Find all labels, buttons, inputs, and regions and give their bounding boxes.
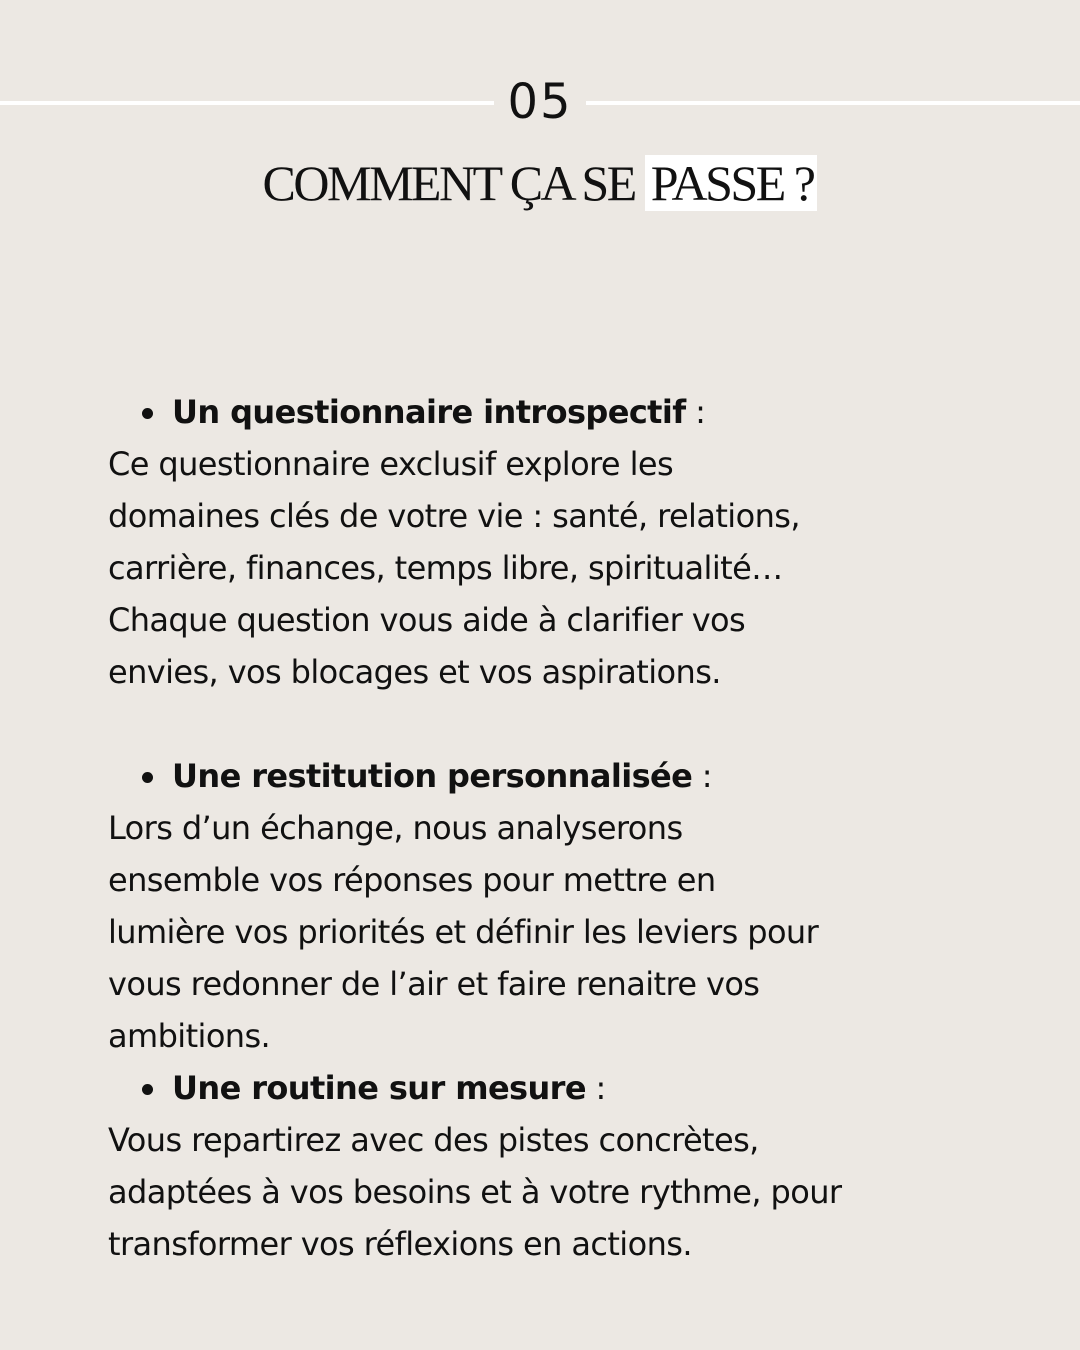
spacer: [108, 698, 1008, 750]
item-title: Une restitution personnalisée: [172, 757, 693, 795]
item-line: domaines clés de votre vie : santé, relations,: [108, 497, 800, 535]
item-title: Un questionnaire introspectif: [172, 393, 686, 431]
content: [108, 386, 1008, 1270]
item-line: transformer vos réflexions en actions.: [108, 1225, 692, 1263]
title-highlight: PASSE ?: [645, 155, 818, 211]
list-item-questionnaire: [108, 386, 1008, 698]
item-line: ambitions.: [108, 1017, 271, 1055]
list-item-routine: [108, 1062, 1008, 1270]
item-separator: :: [685, 393, 706, 431]
item-line: envies, vos blocages et vos aspirations.: [108, 653, 721, 691]
page-title: [0, 152, 1080, 214]
item-line: vous redonner de l’air et faire renaitre vos: [108, 965, 760, 1003]
bullet-icon: [142, 1084, 153, 1095]
item-line: Lors d’un échange, nous analyserons: [108, 809, 683, 847]
item-line: lumière vos priorités et définir les leviers pour: [108, 913, 819, 951]
section-number: 05: [507, 74, 573, 130]
item-separator: :: [692, 757, 712, 795]
item-heading: [108, 1062, 1008, 1114]
bullet-icon: [142, 408, 153, 419]
item-line: carrière, finances, temps libre, spiritualité…: [108, 549, 783, 587]
item-heading: [108, 750, 1008, 802]
title-main: COMMENT ÇA SE: [262, 155, 645, 211]
item-line: Vous repartirez avec des pistes concrètes,: [108, 1121, 759, 1159]
bullet-icon: [142, 772, 153, 783]
item-separator: :: [585, 1069, 606, 1107]
item-title: Une routine sur mesure: [172, 1069, 586, 1107]
item-line: adaptées à vos besoins et à votre rythme, pour: [108, 1173, 842, 1211]
item-line: Chaque question vous aide à clarifier vos: [108, 601, 746, 639]
item-line: Ce questionnaire exclusif explore les: [108, 445, 674, 483]
list-item-restitution: [108, 750, 1008, 1062]
item-line: ensemble vos réponses pour mettre en: [108, 861, 716, 899]
item-heading: [108, 386, 1008, 438]
